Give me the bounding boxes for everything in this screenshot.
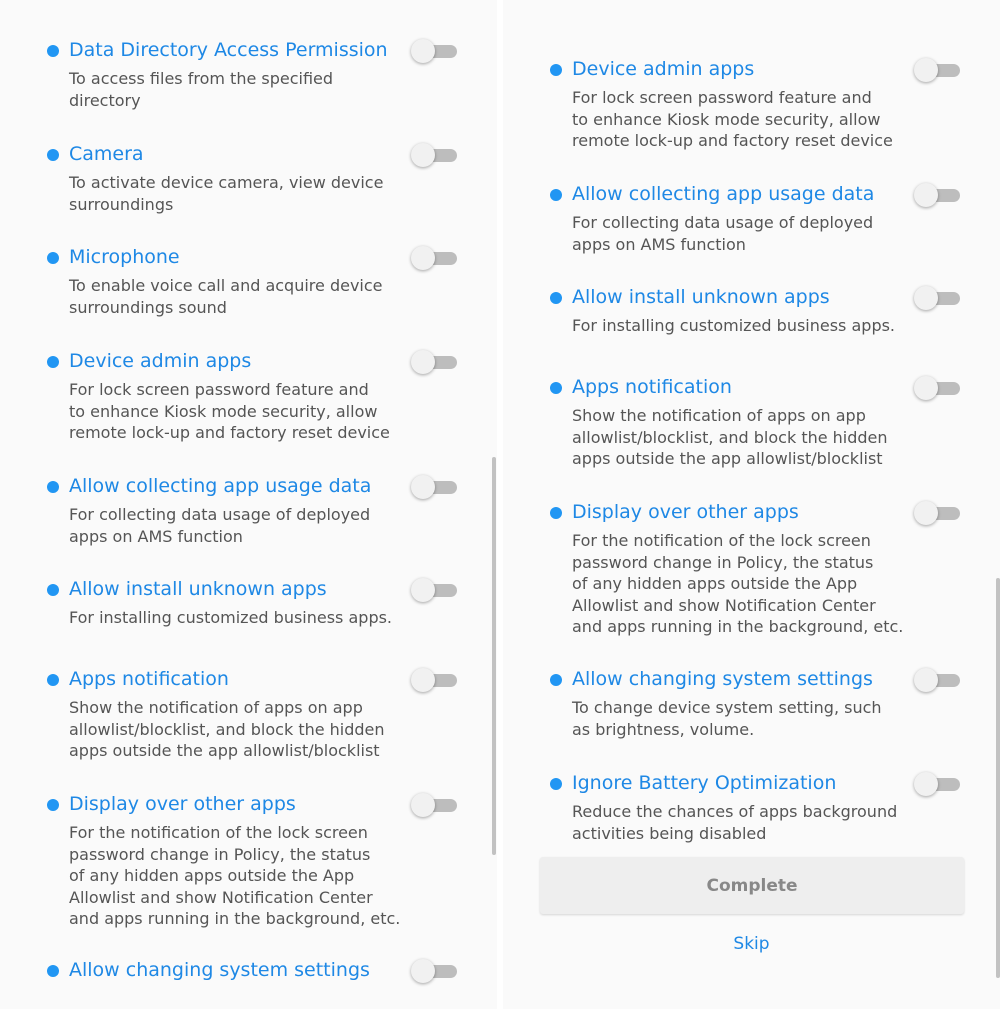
permission-title: Microphone (69, 246, 180, 268)
permission-toggle-switch[interactable] (914, 501, 960, 525)
bullet-dot-icon (47, 674, 59, 686)
permission-description-line: apps outside the app allowlist/blocklist (69, 741, 380, 760)
permission-description-line: surroundings sound (69, 297, 227, 317)
bullet-dot-icon (47, 481, 59, 493)
bullet-dot-icon (47, 252, 59, 264)
permission-toggle-switch[interactable] (914, 286, 960, 310)
permission-toggle-switch[interactable] (914, 183, 960, 207)
permission-description (572, 315, 912, 337)
bullet-dot-icon (47, 584, 59, 596)
permission-description-line: For collecting data usage of deployed (572, 213, 874, 232)
permission-description-line: password change in Policy, the status (69, 844, 371, 864)
toggle-thumb (411, 143, 435, 167)
toggle-thumb (411, 39, 435, 63)
permission-description (572, 530, 912, 638)
complete-button[interactable] (540, 857, 964, 914)
permission-description-line: To access files from the specified (69, 69, 334, 88)
toggle-thumb (411, 668, 435, 692)
toggle-thumb (411, 578, 435, 602)
permission-description-line: Show the notification of apps on app (69, 698, 363, 717)
toggle-thumb (411, 959, 435, 983)
permission-description-line: surroundings (69, 194, 174, 214)
bullet-dot-icon (47, 149, 59, 161)
bullet-dot-icon (550, 674, 562, 686)
toggle-thumb (914, 286, 938, 310)
permission-description-line: to enhance Kiosk mode security, allow (69, 401, 378, 421)
toggle-thumb (914, 501, 938, 525)
toggle-thumb (914, 183, 938, 207)
permission-toggle-switch[interactable] (411, 143, 457, 167)
bullet-dot-icon (550, 778, 562, 790)
permission-description-line: apps on AMS function (572, 234, 746, 254)
permission-description-line: Allowlist and show Notification Center (572, 595, 876, 615)
bullet-dot-icon (550, 292, 562, 304)
toggle-thumb (411, 350, 435, 374)
permission-title: Display over other apps (69, 793, 296, 815)
bullet-dot-icon (550, 189, 562, 201)
skip-link[interactable]: Skip (733, 934, 770, 954)
right-permissions-panel (503, 0, 1000, 1009)
permission-description-line: directory (69, 90, 141, 110)
permission-description-line: For collecting data usage of deployed (69, 505, 371, 524)
permission-description-line: For the notification of the lock screen (572, 531, 871, 550)
bullet-dot-icon (47, 356, 59, 368)
permission-description-line: Show the notification of apps on app (572, 406, 866, 425)
permission-description (572, 697, 912, 740)
permission-description-line: For installing customized business apps. (572, 316, 896, 335)
toggle-thumb (411, 793, 435, 817)
permission-description-line: For lock screen password feature and (572, 88, 872, 107)
permission-description-line: To activate device camera, view device (69, 173, 384, 192)
permission-title: Device admin apps (572, 58, 755, 80)
permission-title: Apps notification (572, 376, 732, 398)
toggle-thumb (914, 772, 938, 796)
permission-toggle-switch[interactable] (914, 58, 960, 82)
permission-toggle-switch[interactable] (411, 668, 457, 692)
permission-title: Device admin apps (69, 350, 252, 372)
bullet-dot-icon (47, 45, 59, 57)
permission-description (69, 379, 409, 444)
permission-description (572, 405, 912, 470)
permission-description-line: and apps running in the background, etc. (69, 909, 401, 928)
bullet-dot-icon (47, 965, 59, 977)
permission-description-line: and apps running in the background, etc. (572, 617, 904, 636)
permission-title: Camera (69, 143, 144, 165)
permission-title: Display over other apps (572, 501, 799, 523)
permission-title: Apps notification (69, 668, 229, 690)
permission-description-line: of any hidden apps outside the App (572, 574, 858, 593)
permission-description (69, 68, 409, 111)
permission-toggle-switch[interactable] (411, 350, 457, 374)
toggle-thumb (411, 475, 435, 499)
permission-toggle-switch[interactable] (411, 475, 457, 499)
permission-description (69, 275, 409, 318)
toggle-thumb (411, 246, 435, 270)
bullet-dot-icon (47, 799, 59, 811)
permission-title: Ignore Battery Optimization (572, 772, 837, 794)
permission-description-line: allowlist/blocklist, and block the hidden (572, 427, 888, 447)
permission-title: Data Directory Access Permission (69, 39, 388, 61)
permission-description (69, 504, 409, 547)
permission-toggle-switch[interactable] (411, 246, 457, 270)
permission-toggle-switch[interactable] (411, 578, 457, 602)
permission-description-line: Allowlist and show Notification Center (69, 887, 373, 907)
permission-title: Allow changing system settings (69, 959, 370, 981)
permission-description-line: For lock screen password feature and (69, 380, 369, 399)
permission-description-line: To change device system setting, such (572, 698, 882, 717)
permission-title: Allow collecting app usage data (572, 183, 875, 205)
permission-description-line: as brightness, volume. (572, 719, 755, 739)
scrollbar[interactable] (996, 578, 1000, 978)
permission-title: Allow collecting app usage data (69, 475, 372, 497)
permission-description-line: apps on AMS function (69, 526, 243, 546)
permission-toggle-switch[interactable] (411, 39, 457, 63)
toggle-thumb (914, 58, 938, 82)
complete-button-label: Complete (706, 875, 798, 896)
bullet-dot-icon (550, 64, 562, 76)
permission-toggle-switch[interactable] (914, 772, 960, 796)
permission-description-line: to enhance Kiosk mode security, allow (572, 109, 881, 129)
bullet-dot-icon (550, 507, 562, 519)
toggle-thumb (914, 376, 938, 400)
permission-description-line: To enable voice call and acquire device (69, 276, 383, 295)
permission-description-line: Reduce the chances of apps background (572, 802, 898, 821)
permission-description-line: activities being disabled (572, 823, 767, 843)
permission-toggle-switch[interactable] (914, 376, 960, 400)
permission-description-line: allowlist/blocklist, and block the hidden (69, 719, 385, 739)
bullet-dot-icon (550, 382, 562, 394)
permission-toggle-switch[interactable] (411, 959, 457, 983)
permission-toggle-switch[interactable] (411, 793, 457, 817)
permission-description-line: password change in Policy, the status (572, 552, 874, 572)
permission-description-line: of any hidden apps outside the App (69, 866, 355, 885)
permission-description-line: remote lock-up and factory reset device (572, 131, 893, 150)
permission-description (572, 801, 912, 844)
permission-description (69, 607, 409, 629)
permission-description (572, 212, 912, 255)
permission-description-line: For the notification of the lock screen (69, 823, 368, 842)
permission-description-line: For installing customized business apps. (69, 608, 393, 627)
permission-description (572, 87, 912, 152)
permission-title: Allow changing system settings (572, 668, 873, 690)
permission-description-line: apps outside the app allowlist/blocklist (572, 449, 883, 468)
scrollbar[interactable] (492, 457, 496, 855)
permission-list (0, 0, 497, 1009)
permission-description (69, 172, 409, 215)
permission-toggle-switch[interactable] (914, 668, 960, 692)
left-permissions-panel (0, 0, 497, 1009)
permission-description-line: remote lock-up and factory reset device (69, 423, 390, 442)
permission-description (69, 697, 409, 762)
permission-description (69, 822, 409, 930)
permission-title: Allow install unknown apps (572, 286, 830, 308)
toggle-thumb (914, 668, 938, 692)
permission-title: Allow install unknown apps (69, 578, 327, 600)
